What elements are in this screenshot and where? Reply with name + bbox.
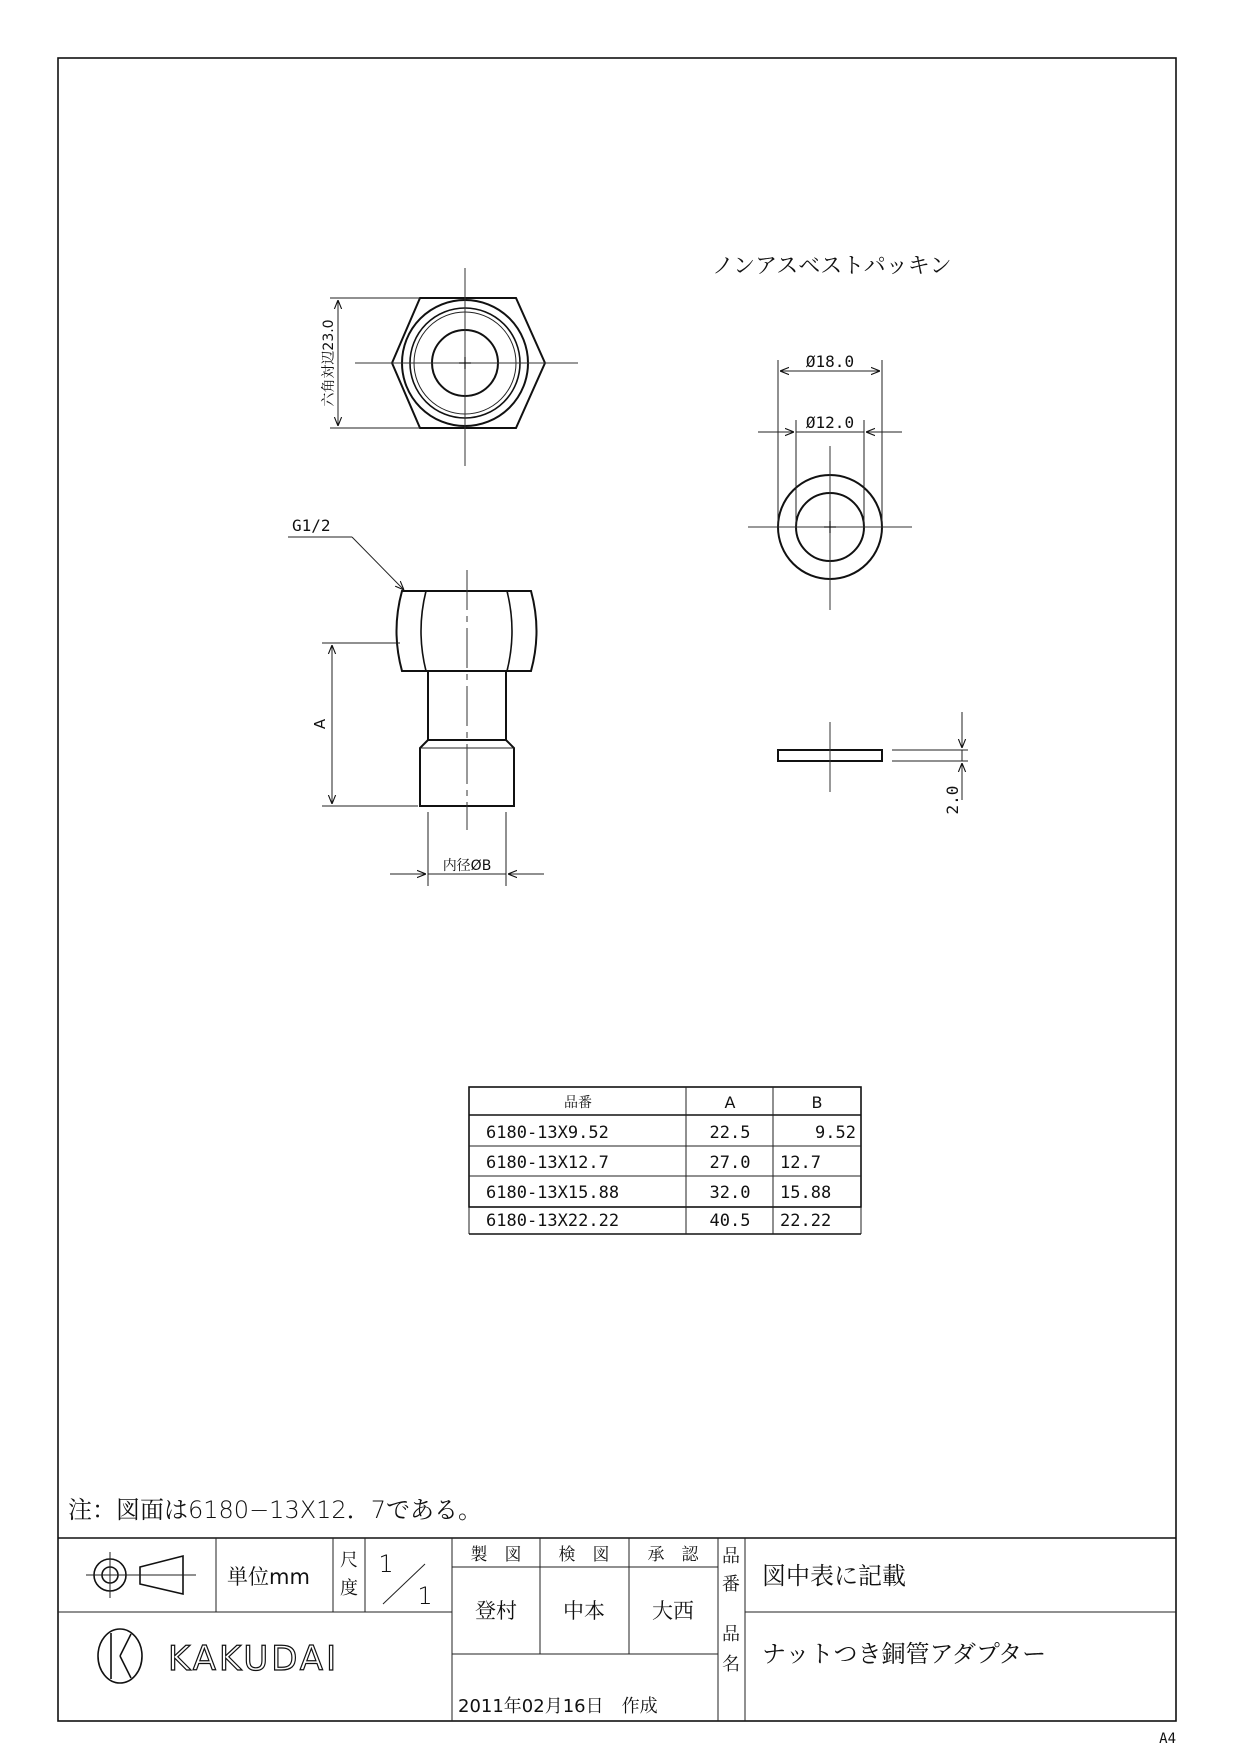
scale-label-top: 尺: [340, 1550, 358, 1571]
table-cell-a: 32.0: [709, 1183, 751, 1203]
role-checked: 検 図: [558, 1545, 610, 1565]
packing-od-label: Ø18.0: [805, 352, 855, 371]
table-cell-a: 27.0: [709, 1153, 751, 1173]
table-cell-part: 6180-13X12.7: [486, 1153, 609, 1173]
unit-label: 単位mm: [227, 1565, 310, 1589]
part-number-label-top: 品: [722, 1546, 740, 1567]
packing-side-view: [778, 712, 968, 800]
sheet-border: [58, 58, 1176, 1721]
projection-symbol-icon: [86, 1552, 196, 1598]
table-header-a: A: [724, 1093, 736, 1112]
part-number-value: 図中表に記載: [762, 1562, 906, 1590]
role-drawn: 製 図: [470, 1545, 522, 1565]
table-cell-b: 9.52: [815, 1123, 856, 1143]
scale-label-bottom: 度: [340, 1578, 358, 1599]
thread-label: G1/2: [292, 516, 331, 535]
company-logo-icon: [98, 1629, 142, 1683]
part-number-label-bottom: 番: [722, 1574, 740, 1595]
nut-top-view: [330, 268, 578, 466]
inner-diameter-label: 内径ØB: [442, 858, 492, 874]
role-approved: 承 認: [647, 1545, 699, 1565]
scale-numerator: 1: [378, 1550, 394, 1578]
packing-id-label: Ø12.0: [805, 413, 855, 432]
name-drawn: 登村: [475, 1599, 517, 1623]
paper-size-label: A4: [1159, 1731, 1176, 1747]
part-name-label-bottom: 名: [722, 1654, 740, 1675]
drawing-date: 2011年02月16日 作成: [458, 1696, 658, 1717]
table-cell-b: 15.88: [780, 1183, 832, 1203]
part-name-label-top: 品: [722, 1624, 740, 1645]
company-name: KAKUDAI: [168, 1639, 340, 1679]
packing-label: ノンアスベストパッキン: [712, 254, 952, 279]
table-cell-part: 6180-13X15.88: [486, 1183, 620, 1203]
table-cell-a: 40.5: [709, 1211, 751, 1231]
adapter-side-view: [288, 537, 544, 886]
table-header-part-no: 品番: [564, 1095, 592, 1111]
name-approved: 大西: [652, 1599, 694, 1623]
table-cell-b: 22.22: [780, 1211, 832, 1231]
scale-denominator: 1: [417, 1582, 433, 1610]
table-header-b: B: [811, 1093, 823, 1112]
name-checked: 中本: [563, 1599, 605, 1623]
dimension-a-label: A: [311, 718, 329, 730]
drawing-note: 注：図面は6180−13X12．7である。: [68, 1496, 482, 1524]
packing-front-view: [748, 360, 912, 610]
hex-dimension-label: 六角対辺23.0: [321, 319, 337, 407]
table-cell-part: 6180-13X9.52: [486, 1123, 609, 1143]
table-cell-part: 6180-13X22.22: [486, 1211, 620, 1231]
part-name-value: ナットつき銅管アダプター: [762, 1640, 1047, 1668]
table-cell-a: 22.5: [709, 1123, 751, 1143]
packing-thickness-label: 2.0: [943, 785, 962, 815]
table-cell-b: 12.7: [780, 1153, 821, 1173]
title-block: [58, 1538, 1176, 1721]
